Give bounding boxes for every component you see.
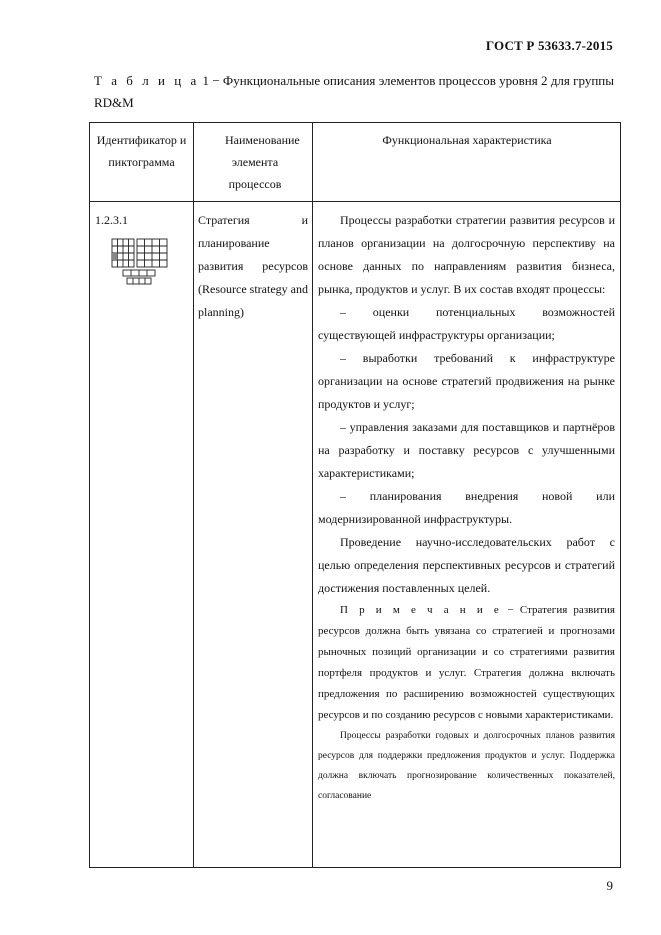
list-item: – выработки требований к инфраструктуре организации на основе стратегий продвижения на рынке продуктов и услуг; [318,351,615,411]
header-identifier: Идентификатор и пиктограмма [96,133,187,169]
note-text: − Стратегия развития ресурсов должна быть увязана со стратегией и прогнозами рыночных позиций организации и со стратегиями развития портфеля продуктов и услуг. Стратегия должна включать предложения по расширению возможностей существующих ресурсов и по созданию ресурсов с новыми характеристиками. [318,604,615,721]
process-id: 1.2.3.1 [95,213,128,227]
header-divider [90,201,620,202]
process-name: Стратегия и планирование развития ресурсов (Resource strategy and planning) [198,213,308,319]
header-description: Функциональная характеристика [382,133,552,147]
header-name: Наименование элемента процессов [225,133,300,191]
list-item: – управления заказами для поставщиков и партнёров на разработку и поставку ресурсов с улучшенными характеристиками; [318,420,615,480]
page-number: 9 [606,878,613,893]
note-label: П р и м е ч а н и е [340,604,502,616]
standard-number: ГОСТ Р 53633.7-2015 [485,38,613,53]
table-caption [94,70,614,114]
note-paragraph [318,600,615,726]
grid-pictogram-icon [111,238,169,286]
research-paragraph: Проведение научно-исследовательских работ с целью определения перспективных ресурсов и стратегий достижения поставленных целей. [318,535,615,595]
list-item: – оценки потенциальных возможностей существующей инфраструктуры организации; [318,305,615,342]
small-paragraph: Процессы разработки годовых и долгосрочных планов развития ресурсов для поддержки предложения продуктов и услуг. Поддержка должна включать прогнозирование количественных показателей, согласование [318,731,615,801]
caption-text: 1 − Функциональные описания элементов процессов уровня 2 для группы RD&M [94,73,614,110]
process-table [89,122,621,868]
list-item: – планирования внедрения новой или модернизированной инфраструктуры. [318,489,615,526]
caption-lead: Т а б л и ц а [94,73,200,88]
column-divider [193,123,194,867]
identifier-cell [95,209,193,294]
column-divider [312,123,313,867]
description-intro: Процессы разработки стратегии развития ресурсов и планов организации на долгосрочную перспективу на основе данных по направлениям развития бизнеса, рынка, продуктов и услуг. В их состав входят процессы: [318,213,615,296]
description-cell [318,209,615,806]
